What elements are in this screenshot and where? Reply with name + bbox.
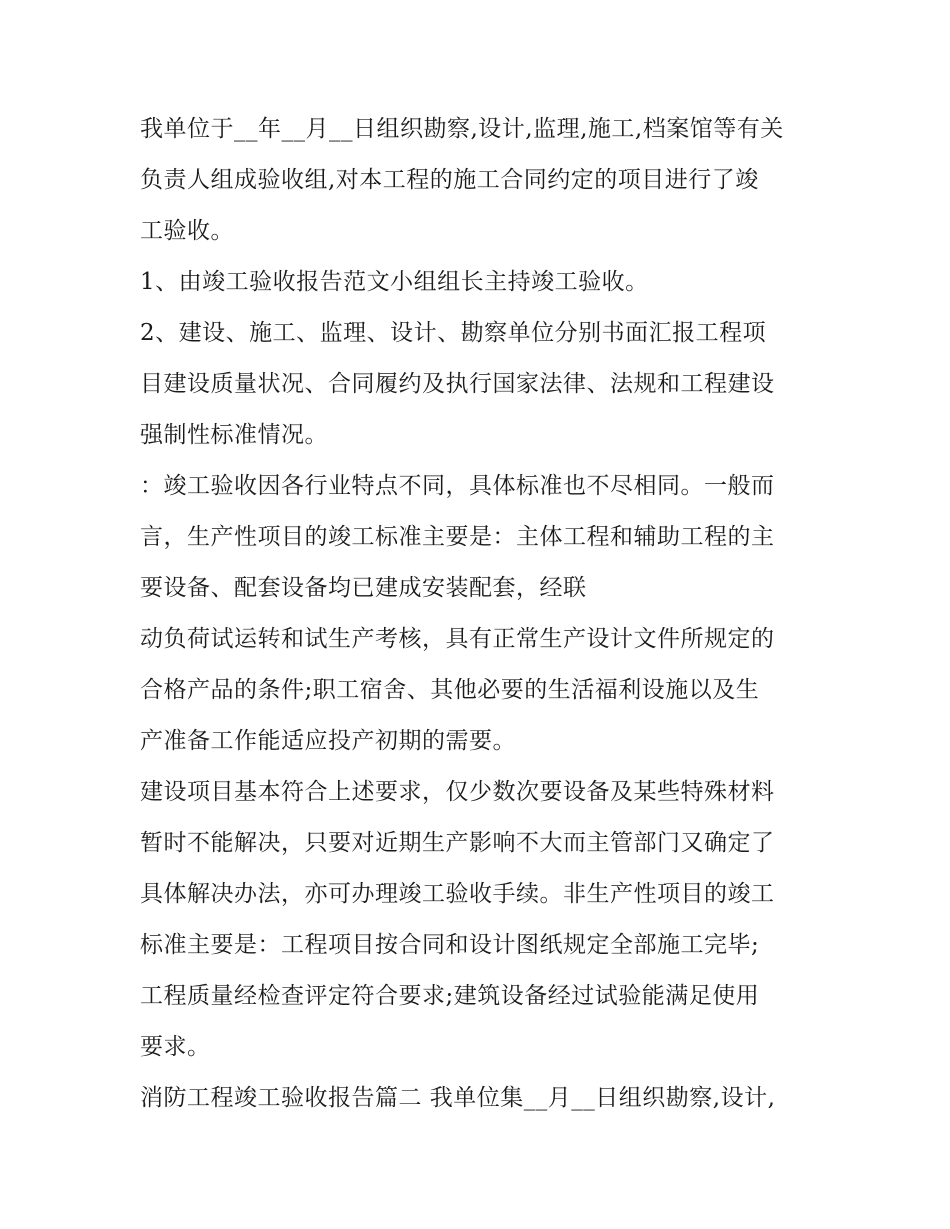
text-line: 目建设质量状况、合同履约及执行国家法律、法规和工程建设 <box>140 371 775 397</box>
text-line: 要求。 <box>140 1034 211 1060</box>
text-line: 标准主要是：工程项目按合同和设计图纸规定全部施工完毕; <box>140 932 760 958</box>
text-line: 工验收。 <box>140 218 234 244</box>
text-line: 1、由竣工验收报告范文小组组长主持竣工验收。 <box>140 269 649 295</box>
text-line: 我单位于__年__月__日组织勘察,设计,监理,施工,档案馆等有关 <box>140 116 784 142</box>
text-line: 要设备、配套设备均已建成安装配套，经联 <box>140 575 587 601</box>
text-line: 合格产品的条件;职工宿舍、其他必要的生活福利设施以及生 <box>140 677 760 703</box>
text-line: 工程质量经检查评定符合要求;建筑设备经过试验能满足使用 <box>140 983 760 1009</box>
text-line: 动负荷试运转和试生产考核，具有正常生产设计文件所规定的 <box>140 626 775 652</box>
text-line: 2、建设、施工、监理、设计、勘察单位分别书面汇报工程项 <box>140 320 767 346</box>
text-line: 负责人组成验收组,对本工程的施工合同约定的项目进行了竣 <box>140 167 759 193</box>
document-body <box>140 104 820 1124</box>
text-line: 暂时不能解决，只要对近期生产影响不大而主管部门又确定了 <box>140 830 775 856</box>
text-line: ：竣工验收因各行业特点不同，具体标准也不尽相同。一般而 <box>140 473 775 499</box>
text-line: 产准备工作能适应投产初期的需要。 <box>140 728 516 754</box>
text-line: 强制性标准情况。 <box>140 422 328 448</box>
text-line: 具体解决办法，亦可办理竣工验收手续。非生产性项目的竣工 <box>140 881 775 907</box>
text-line: 言，生产性项目的竣工标准主要是：主体工程和辅助工程的主 <box>140 524 775 550</box>
text-line: 建设项目基本符合上述要求，仅少数次要设备及某些特殊材料 <box>140 779 775 805</box>
text-line: 消防工程竣工验收报告篇二 我单位集__月__日组织勘察,设计, <box>140 1085 776 1111</box>
